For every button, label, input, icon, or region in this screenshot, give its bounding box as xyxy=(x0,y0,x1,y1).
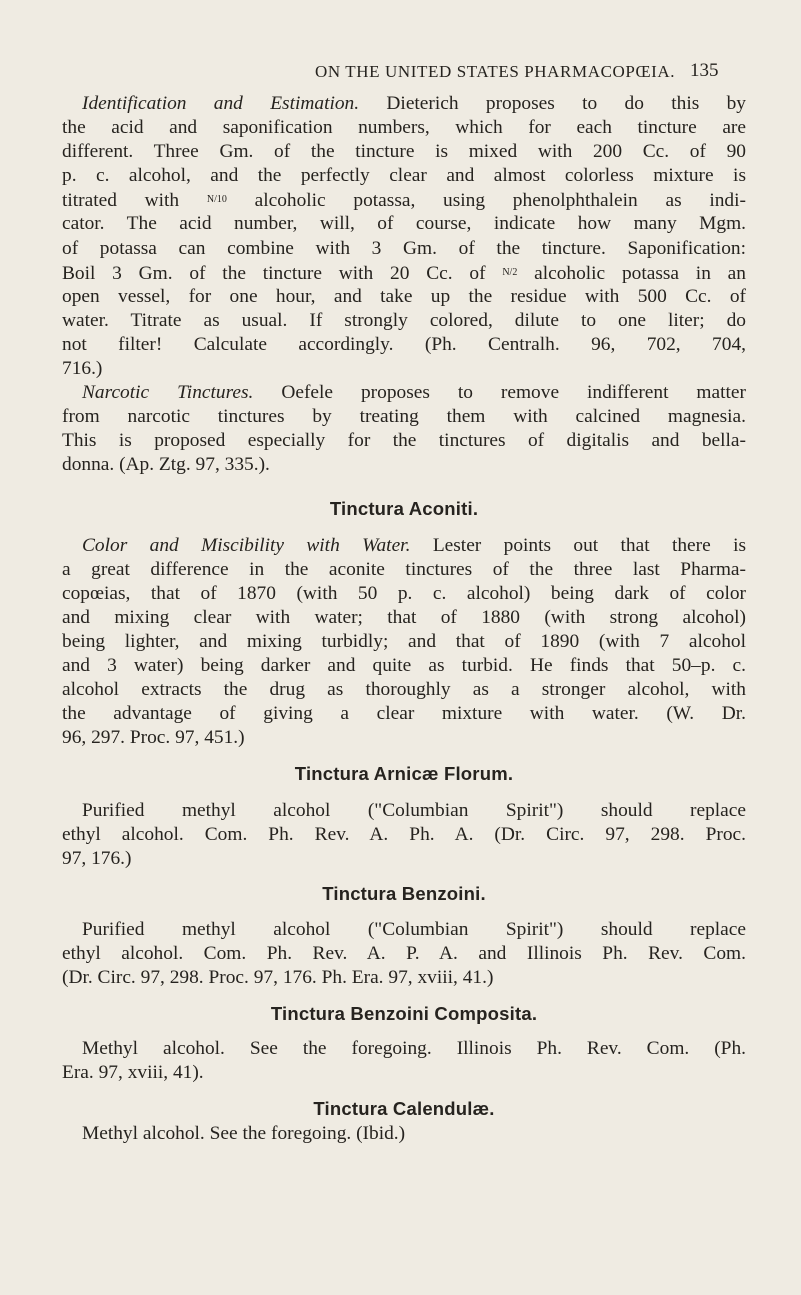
paragraph-line: Identification and Estimation. Dieterich proposes to do this by xyxy=(82,93,746,114)
paragraph-line: from narcotic tinctures by treating them with calcined magnesia. xyxy=(62,406,746,428)
normality-fraction: N/2 xyxy=(502,266,518,278)
paragraph-line: copœias, that of 1870 (with 50 p. c. alcohol) being dark of color xyxy=(62,582,746,604)
paragraph-line: and 3 water) being darker and quite as turbid. He finds that 50–p. c. xyxy=(62,655,746,677)
section-heading: Tinctura Arnicæ Florum. xyxy=(294,763,514,785)
section-heading: Tinctura Calendulæ. xyxy=(313,1098,495,1120)
paragraph-line: being lighter, and mixing turbidly; and that of 1890 (with 7 alcohol xyxy=(62,630,746,652)
paragraph-line: open vessel, for one hour, and take up the residue with 500 Cc. of xyxy=(62,285,746,307)
paragraph-line: cator. The acid number, will, of course, indicate how many Mgm. xyxy=(62,213,746,235)
section-heading: Tinctura Benzoini. xyxy=(322,882,486,904)
paragraph-line: ethyl alcohol. Com. Ph. Rev. A. Ph. A. (Dr. Circ. 97, 298. Proc. xyxy=(62,823,746,845)
paragraph-line: of potassa can combine with 3 Gm. of the tincture. Saponification: xyxy=(62,237,746,259)
section-heading: Tinctura Aconiti. xyxy=(329,497,479,519)
paragraph-line: p. c. alcohol, and the perfectly clear and almost colorless mixture is xyxy=(62,165,746,187)
paragraph-line: Methyl alcohol. See the foregoing. (Ibid.) xyxy=(82,1122,406,1144)
paragraph-line: the advantage of giving a clear mixture with water. (W. Dr. xyxy=(62,703,746,725)
page-number: 135 xyxy=(690,60,719,81)
paragraph-line: Narcotic Tinctures. Oefele proposes to remove indifferent matter xyxy=(82,382,746,404)
page-body xyxy=(62,92,746,1146)
paragraph-line: a great difference in the aconite tinctures of the three last Pharma- xyxy=(62,558,746,580)
paragraph-line: (Dr. Circ. 97, 298. Proc. 97, 176. Ph. Era. 97, xviii, 41.) xyxy=(62,967,494,989)
run-in-heading: Identification and Estimation. xyxy=(82,93,360,114)
paragraph-line: alcohol extracts the drug as thoroughly as a stronger alcohol, with xyxy=(62,679,746,701)
paragraph-line: Methyl alcohol. See the foregoing. Illinois Ph. Rev. Com. (Ph. xyxy=(82,1038,746,1060)
paragraph-line: Color and Miscibility with Water. Lester points out that there is xyxy=(82,534,747,556)
paragraph-line: water. Titrate as usual. If strongly colored, dilute to one liter; do xyxy=(62,309,746,331)
paragraph-line: 96, 297. Proc. 97, 451.) xyxy=(62,727,245,749)
paragraph-line: 716.) xyxy=(62,358,103,380)
running-title: ON THE UNITED STATES PHARMACOPŒIA. xyxy=(315,62,676,81)
paragraph-line: 97, 176.) xyxy=(62,847,132,869)
paragraph-line: Purified methyl alcohol ("Columbian Spirit") should replace xyxy=(82,799,746,821)
paragraph-line: and mixing clear with water; that of 1880 (with strong alcohol) xyxy=(62,606,746,628)
paragraph-line: the acid and saponification numbers, which for each tincture are xyxy=(62,117,746,139)
paragraph-line: Boil 3 Gm. of the tincture with 20 Cc. of $^{N/2}$ alcoholic potassa in an xyxy=(62,262,746,284)
paragraph-line: titrated with $^{N/10}$ alcoholic potassa, using phenolphthalein as indi- xyxy=(62,190,746,212)
paragraph-line: not filter! Calculate accordingly. (Ph. Centralh. 96, 702, 704, xyxy=(62,333,746,355)
paragraph-line: donna. (Ap. Ztg. 97, 335.). xyxy=(62,454,270,476)
run-in-heading: Narcotic Tinctures. xyxy=(82,382,254,404)
paragraph-line: different. Three Gm. of the tincture is mixed with 200 Cc. of 90 xyxy=(62,141,746,163)
paragraph-line: Era. 97, xviii, 41). xyxy=(62,1062,204,1084)
run-in-heading: Color and Miscibility with Water. xyxy=(82,534,411,556)
paragraph-line: ethyl alcohol. Com. Ph. Rev. A. P. A. and Illinois Ph. Rev. Com. xyxy=(62,943,746,964)
paragraph-line: This is proposed especially for the tinctures of digitalis and bella- xyxy=(62,430,746,452)
normality-fraction: N/10 xyxy=(206,194,227,206)
paragraph-line: Purified methyl alcohol ("Columbian Spirit") should replace xyxy=(82,918,746,940)
section-heading: Tinctura Benzoini Composita. xyxy=(270,1003,538,1025)
